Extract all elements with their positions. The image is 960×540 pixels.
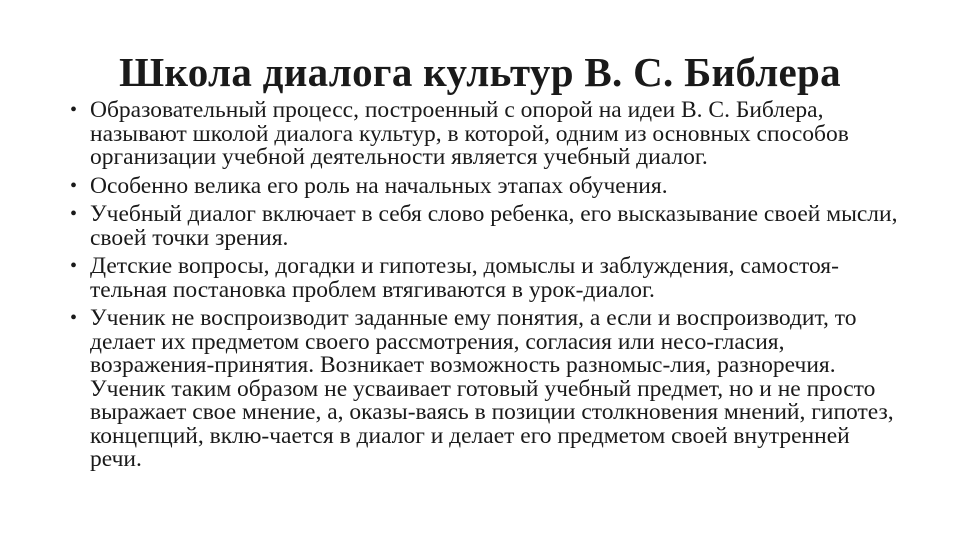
bullet-dot-icon: • bbox=[70, 203, 78, 225]
bullet-text: Образовательный процесс, построенный с опорой на идеи В. С. Библера, называют школой диалога культур, в которой, одним из основных способов организации учебной деятельности является учебный диалог. bbox=[90, 97, 849, 170]
bullet-text: Особенно велика его роль на начальных этапах обучения. bbox=[90, 172, 668, 199]
slide-title: Школа диалога культур В. С. Библера bbox=[119, 49, 841, 95]
bullet-list bbox=[70, 99, 900, 477]
bullet-item bbox=[70, 255, 900, 302]
bullet-item bbox=[70, 172, 900, 199]
bullet-dot-icon: • bbox=[70, 174, 78, 197]
bullet-dot-icon: • bbox=[70, 99, 78, 121]
bullet-item bbox=[70, 99, 900, 170]
bullet-dot-icon: • bbox=[70, 255, 78, 277]
bullet-text: Ученик не воспроизводит заданные ему понятия, а если и воспроизводит, то делает их предметом своего рассмотрения, согласия или несо-гласия, возражения-принятия. Возникает возможность разномыс-лия, разноречия. Ученик таким образом не усваивает готовый учебный предмет, но и не просто выражает свое мнение, а, оказы-ваясь в позиции столкновения мнений, гипотез, концепций, вклю-чается в диалог и делает его предметом своей внутренней речи. bbox=[90, 305, 894, 472]
bullet-item bbox=[70, 307, 900, 472]
bullet-text: Учебный диалог включает в себя слово ребенка, его высказывание своей мысли, своей точки зрения. bbox=[90, 201, 898, 251]
bullet-item bbox=[70, 203, 900, 250]
bullet-text: Детские вопросы, догадки и гипотезы, домыслы и заблуждения, самостоя-тельная постановка проблем втягиваются в урок-диалог. bbox=[90, 253, 839, 303]
bullet-dot-icon: • bbox=[70, 307, 78, 329]
